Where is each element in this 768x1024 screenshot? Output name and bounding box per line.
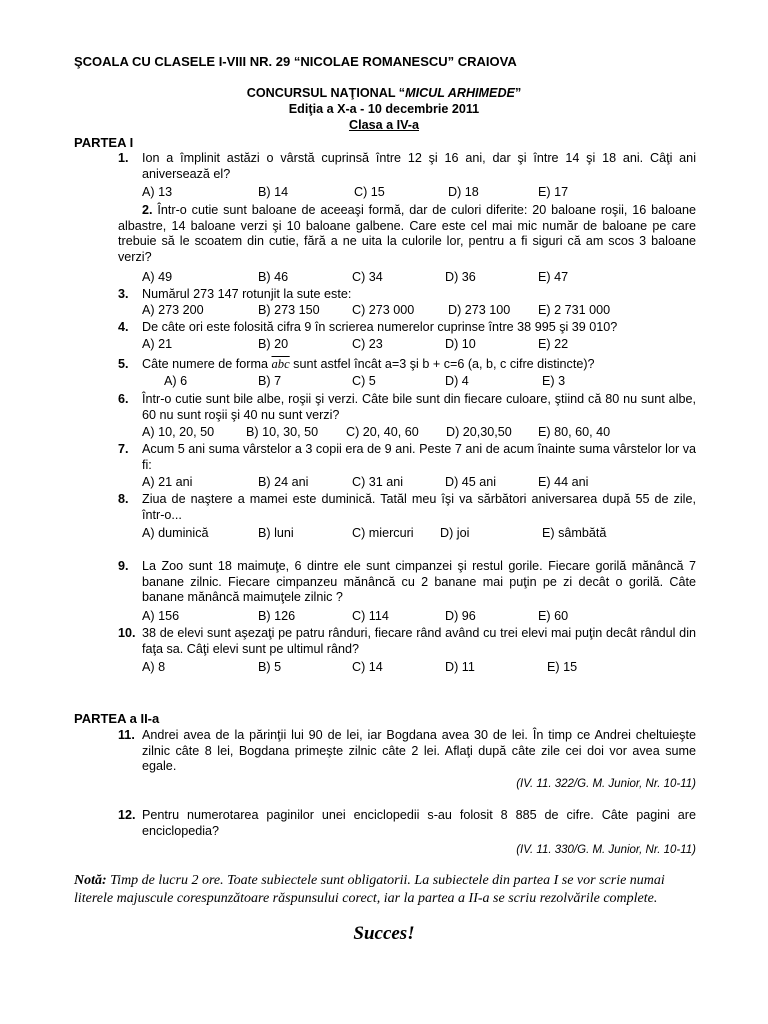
school-name: ŞCOALA CU CLASELE I-VIII NR. 29 “NICOLAE ROMANESCU” CRAIOVA bbox=[74, 54, 517, 69]
option: A) 21 ani bbox=[142, 475, 193, 489]
question-1-options bbox=[142, 185, 702, 201]
source-reference: (IV. 11. 322/G. M. Junior, Nr. 10-11) bbox=[516, 778, 696, 790]
option: C) 273 000 bbox=[352, 303, 415, 317]
option: D) 45 ani bbox=[445, 475, 497, 489]
option: E) 47 bbox=[538, 270, 569, 284]
question-4-options bbox=[142, 337, 702, 353]
closing-wish: Succes! bbox=[353, 923, 415, 944]
question-3-options bbox=[142, 303, 702, 319]
option: D) 4 bbox=[445, 374, 469, 388]
question-11-text: Andrei avea de la părinţii lui 90 de lei, iar Bogdana avea 30 de lei. În timp ce Andrei cheltuieşte zilnic câte 8 lei, Bogdana primeşte zilnic câte 2 lei. Aflaţi după câte zile cei doi vor avea sume egale. bbox=[142, 728, 696, 773]
question-9-options bbox=[142, 609, 702, 625]
part-1-title: PARTEA I bbox=[74, 135, 134, 150]
option: D) 10 bbox=[445, 337, 476, 351]
option: E) 44 ani bbox=[538, 475, 589, 489]
question-5-options bbox=[142, 374, 702, 390]
option: E) 15 bbox=[547, 660, 578, 674]
option: E) 2 731 000 bbox=[538, 303, 611, 317]
option: D) 11 bbox=[445, 660, 475, 674]
question-number: 10. bbox=[118, 626, 136, 640]
question-2-text: 2. Într-o cutie sunt baloane de aceeaşi formă, dar de culori diferite: 20 baloane roşii, 16 baloane albastre, 14 baloane verzi şi 10 baloane galbene. Care este cel mai mic număr de baloane pe care trebuie să le scoatem din cutie, fără a ne uita la culorile lor, pentru a fi siguri că am scos 3 baloane verzi? bbox=[118, 203, 696, 264]
note-label: Notă: bbox=[74, 873, 107, 888]
option: B) 24 ani bbox=[258, 475, 309, 489]
option: A) 156 bbox=[142, 609, 180, 623]
question-6-text: Într-o cutie sunt bile albe, roşii şi verzi. Câte bile sunt din fiecare culoare, ştiind că 80 nu sunt albe, 60 nu sunt roşii şi 40 nu sunt verzi? bbox=[142, 392, 696, 422]
question-number: 12. bbox=[118, 808, 136, 822]
option: E) 22 bbox=[538, 337, 569, 351]
question-number: 3. bbox=[118, 287, 129, 301]
option: A) 8 bbox=[142, 660, 166, 674]
exam-note: Notă: Timp de lucru 2 ore. Toate subiectele sunt obligatorii. La subiectele din partea I se vor scrie numai literele majuscule corespunzătoare răspunsului corect, iar la partea a II-a se scriu rezolvările complete. bbox=[74, 873, 665, 906]
option: E) sâmbătă bbox=[542, 526, 607, 540]
question-number: 2. bbox=[142, 203, 153, 217]
option: C) 5 bbox=[352, 374, 376, 388]
question-number: 5. bbox=[118, 357, 129, 371]
question-4-text: De câte ori este folosită cifra 9 în scrierea numerelor cuprinse între 38 995 şi 39 010? bbox=[142, 320, 618, 334]
class-line: Clasa a IV-a bbox=[348, 118, 419, 132]
option: E) 17 bbox=[538, 185, 569, 199]
option: B) 126 bbox=[258, 609, 296, 623]
part-2-title: PARTEA a II-a bbox=[74, 711, 160, 726]
question-3-text: Numărul 273 147 rotunjit la sute este: bbox=[142, 287, 352, 301]
question-7-text: Acum 5 ani suma vârstelor a 3 copii era de 9 ani. Peste 7 ani de acum înainte suma vârstelor lor va fi: bbox=[142, 442, 696, 472]
question-10-text: 38 de elevi sunt aşezaţi pe patru rânduri, fiecare rând având cu trei elevi mai puţin decât rândul din faţa sa. Câţi elevi sunt pe ultimul rând? bbox=[142, 626, 696, 656]
option: D) 273 100 bbox=[448, 303, 511, 317]
option: D) 36 bbox=[445, 270, 476, 284]
option: B) luni bbox=[258, 526, 294, 540]
option: D) 96 bbox=[445, 609, 476, 623]
option: C) 23 bbox=[352, 337, 383, 351]
question-9-text: La Zoo sunt 18 maimuţe, 6 dintre ele sunt cimpanzei şi restul gorile. Fiecare gorilă mănâncă 7 banane zilnic. Fiecare cimpanzeu mănâncă cu 2 banane mai puţin pe zi decât o gorilă. Câte banane mănâncă maimuţele zilnic ? bbox=[142, 559, 696, 604]
option: A) 10, 20, 50 bbox=[142, 425, 215, 439]
question-number: 1. bbox=[118, 151, 129, 165]
question-number: 11. bbox=[118, 728, 135, 742]
option: A) duminică bbox=[142, 526, 209, 540]
question-number: 6. bbox=[118, 392, 129, 406]
question-10-options bbox=[142, 660, 702, 676]
option: C) 31 ani bbox=[352, 475, 404, 489]
option: B) 14 bbox=[258, 185, 289, 199]
option: B) 10, 30, 50 bbox=[246, 425, 319, 439]
option: B) 5 bbox=[258, 660, 282, 674]
contest-name: MICUL ARHIMEDE bbox=[405, 86, 515, 100]
option: C) miercuri bbox=[352, 526, 414, 540]
option: A) 49 bbox=[142, 270, 173, 284]
option: B) 20 bbox=[258, 337, 289, 351]
option: E) 80, 60, 40 bbox=[538, 425, 611, 439]
option: A) 273 200 bbox=[142, 303, 204, 317]
question-number: 9. bbox=[118, 559, 129, 573]
question-number: 4. bbox=[118, 320, 129, 334]
option: D) 20,30,50 bbox=[446, 425, 512, 439]
contest-title: CONCURSUL NAŢIONAL “MICUL ARHIMEDE” bbox=[246, 86, 522, 100]
option: D) joi bbox=[440, 526, 470, 540]
option: A) 6 bbox=[164, 374, 188, 388]
abc-overline-number: $\overline{abc}$ bbox=[271, 357, 290, 371]
option: A) 13 bbox=[142, 185, 173, 199]
option: C) 15 bbox=[354, 185, 385, 199]
question-8-text: Ziua de naştere a mamei este duminică. Tatăl meu îşi va sărbători aniversarea după 55 de zile, într-o... bbox=[142, 492, 696, 522]
question-6-options bbox=[142, 425, 702, 441]
question-7-options bbox=[142, 475, 702, 491]
option: A) 21 bbox=[142, 337, 173, 351]
question-number: 8. bbox=[118, 492, 129, 506]
question-8-options bbox=[142, 526, 702, 542]
question-5-text: Câte numere de forma $\overline{abc}$ sunt astfel încât a=3 şi b + c=6 (a, b, c cifre distincte)? bbox=[142, 357, 595, 371]
question-2-options bbox=[142, 270, 702, 286]
option: E) 3 bbox=[542, 374, 566, 388]
option: E) 60 bbox=[538, 609, 569, 623]
option: C) 20, 40, 60 bbox=[346, 425, 419, 439]
option: D) 18 bbox=[448, 185, 479, 199]
question-number: 7. bbox=[118, 442, 129, 456]
option: C) 34 bbox=[352, 270, 383, 284]
option: C) 114 bbox=[352, 609, 389, 623]
option: B) 273 150 bbox=[258, 303, 320, 317]
edition-line: Ediţia a X-a - 10 decembrie 2011 bbox=[288, 102, 480, 116]
option: B) 46 bbox=[258, 270, 289, 284]
question-1-text: Ion a împlinit astăzi o vârstă cuprinsă între 12 şi 16 ani, dar şi între 14 şi 18 ani. Câţi ani aniversează el? bbox=[142, 151, 696, 181]
source-reference: (IV. 11. 330/G. M. Junior, Nr. 10-11) bbox=[516, 844, 696, 856]
option: B) 7 bbox=[258, 374, 282, 388]
question-12-text: Pentru numerotarea paginilor unei enciclopedii s-au folosit 8 885 de cifre. Câte pagini are enciclopedia? bbox=[142, 808, 696, 838]
option: C) 14 bbox=[352, 660, 383, 674]
